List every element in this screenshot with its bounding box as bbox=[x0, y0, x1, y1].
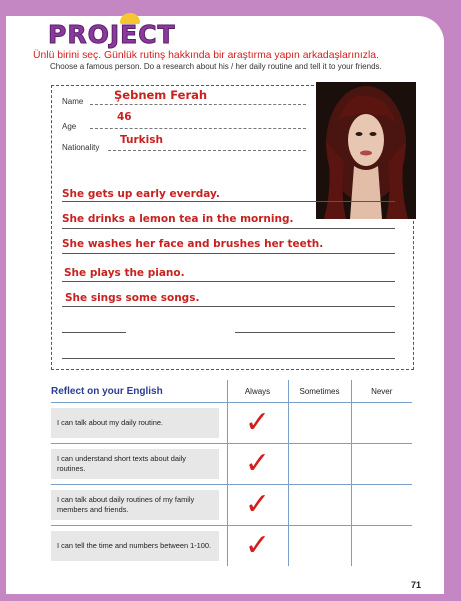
check-mark-icon: ✓ bbox=[244, 446, 271, 481]
check-mark-icon: ✓ bbox=[244, 528, 271, 563]
sentence-3: She washes her face and brushes her teeth. bbox=[62, 238, 324, 250]
reflect-row-text: I can understand short texts about daily routines. bbox=[51, 449, 219, 479]
sentence-1: She gets up early everday. bbox=[62, 188, 220, 200]
writing-line bbox=[62, 358, 395, 359]
never-cell[interactable] bbox=[351, 485, 412, 526]
nationality-line bbox=[108, 150, 306, 151]
never-cell[interactable] bbox=[351, 444, 412, 485]
reflect-row-label bbox=[51, 403, 227, 444]
reflect-table bbox=[51, 380, 412, 566]
always-cell[interactable] bbox=[227, 444, 288, 485]
reflect-row-text: I can talk about my daily routine. bbox=[51, 408, 219, 438]
celebrity-photo bbox=[316, 82, 416, 219]
writing-line bbox=[62, 281, 395, 282]
nationality-value: Turkish bbox=[120, 134, 163, 146]
portrait-icon bbox=[316, 82, 416, 219]
name-line bbox=[90, 104, 306, 105]
age-label: Age bbox=[62, 122, 77, 131]
name-label: Name bbox=[62, 97, 84, 106]
instruction-turkish: Ünlü birini seç. Günlük rutinş hakkında bir araştırma yapın arkadaşlarınızla. bbox=[33, 50, 379, 61]
sentence-2: She drinks a lemon tea in the morning. bbox=[62, 213, 294, 225]
reflect-title-cell bbox=[51, 380, 227, 403]
sometimes-cell[interactable] bbox=[288, 403, 351, 444]
age-line bbox=[90, 128, 306, 129]
reflect-row-text: I can talk about daily routines of my family members and friends. bbox=[51, 490, 219, 520]
sentence-5: She sings some songs. bbox=[65, 292, 200, 304]
logo-text: PROJECT bbox=[48, 20, 176, 49]
reflect-title: Reflect on your English bbox=[51, 385, 163, 397]
writing-line bbox=[62, 306, 395, 307]
reflect-row-text: I can tell the time and numbers between 1-100. bbox=[51, 531, 219, 561]
reflect-row-label bbox=[51, 485, 227, 526]
never-cell[interactable] bbox=[351, 526, 412, 567]
reflect-row-label bbox=[51, 526, 227, 567]
sometimes-cell[interactable] bbox=[288, 526, 351, 567]
nationality-label: Nationality bbox=[62, 143, 100, 152]
writing-line bbox=[62, 228, 395, 229]
age-value: 46 bbox=[117, 111, 132, 123]
page-number: 71 bbox=[411, 580, 422, 590]
reflect-row-label bbox=[51, 444, 227, 485]
sometimes-cell[interactable] bbox=[288, 485, 351, 526]
column-sometimes: Sometimes bbox=[288, 380, 351, 403]
writing-line bbox=[62, 332, 126, 333]
writing-line bbox=[62, 253, 395, 254]
column-always: Always bbox=[227, 380, 288, 403]
name-value: Şebnem Ferah bbox=[114, 88, 208, 102]
always-cell[interactable] bbox=[227, 403, 288, 444]
instruction-english: Choose a famous person. Do a research about his / her daily routine and tell it to your friends. bbox=[50, 62, 382, 71]
column-never: Never bbox=[351, 380, 412, 403]
writing-line bbox=[62, 201, 395, 202]
check-mark-icon: ✓ bbox=[244, 405, 271, 440]
check-mark-icon: ✓ bbox=[244, 487, 271, 522]
always-cell[interactable] bbox=[227, 526, 288, 567]
never-cell[interactable] bbox=[351, 403, 412, 444]
always-cell[interactable] bbox=[227, 485, 288, 526]
project-logo bbox=[48, 20, 176, 49]
writing-line bbox=[235, 332, 395, 333]
sentence-4: She plays the piano. bbox=[64, 267, 185, 279]
sometimes-cell[interactable] bbox=[288, 444, 351, 485]
